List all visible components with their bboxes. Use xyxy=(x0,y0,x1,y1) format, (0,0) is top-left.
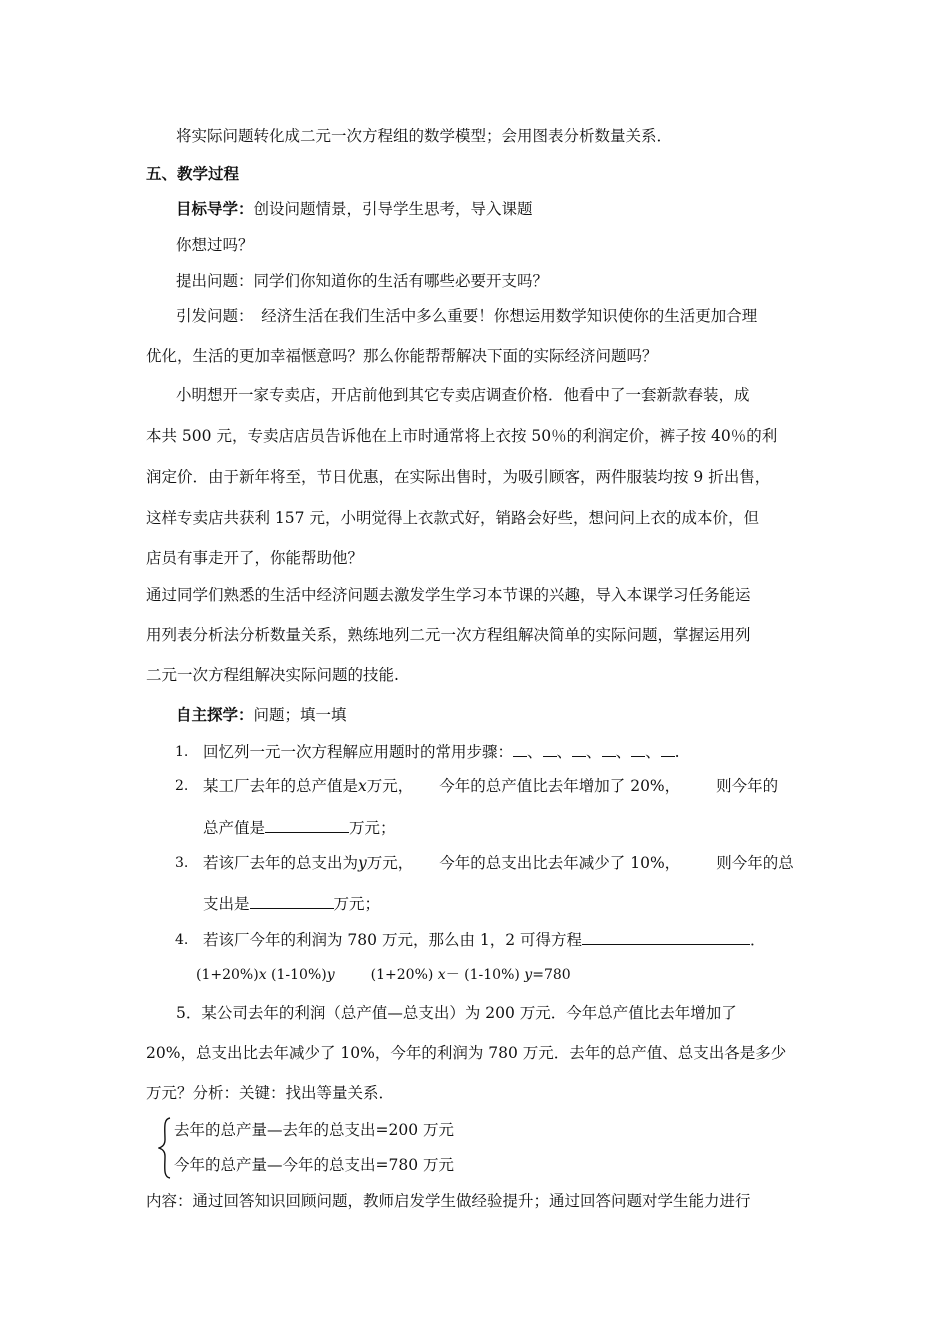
item-3-text-f: 万元； xyxy=(333,895,381,913)
separator: 、 xyxy=(586,743,602,761)
story-line-3: 润定价．由于新年将至，节日优惠，在实际出售时，为吸引顾客，两件服装均按 9 折出售， xyxy=(146,468,771,486)
answer-blank[interactable] xyxy=(602,742,616,757)
item-4-text: 若该厂今年的利润为 780 万元，那么由 1，2 可得方程 xyxy=(203,931,583,949)
item-3-text-c: 今年的总支出比去年减少了 10%， xyxy=(439,854,681,872)
item-4-number: 4. xyxy=(175,932,189,948)
problem-5-line-2: 20%，总支出比去年减少了 10%，今年的利润为 780 万元．去年的总产值、总支出各是多少 xyxy=(146,1044,787,1062)
section-heading: 五、教学过程 xyxy=(146,164,240,183)
self-study-line xyxy=(176,705,347,725)
item-4-line xyxy=(203,930,766,950)
answer-blank[interactable] xyxy=(582,930,750,945)
equation-2: 今年的总产量—今年的总支出=780 万元 xyxy=(174,1156,455,1174)
self-study-label: 自主探学： xyxy=(176,705,254,724)
answer-result: =780 xyxy=(532,967,571,983)
item-2-number: 2. xyxy=(175,778,189,794)
answer-factor: (1+20%) xyxy=(370,967,434,983)
intro-line: 将实际问题转化成二元一次方程组的数学模型；会用图表分析数量关系． xyxy=(176,127,673,145)
answer-blank[interactable] xyxy=(250,894,334,909)
item-3-number: 3. xyxy=(175,855,189,871)
item-2-line-1 xyxy=(203,776,778,796)
separator: 、 xyxy=(645,743,661,761)
item-3-line-2 xyxy=(203,894,380,914)
item-3-text-b: 万元， xyxy=(366,854,414,872)
separator: 、 xyxy=(556,743,573,761)
answer-blank[interactable] xyxy=(513,742,527,757)
purpose-line-1: 通过同学们熟悉的生活中经济问题去激发学生学习本节课的兴趣，导入本课学习任务能运 xyxy=(146,586,751,604)
goal-label: 目标导学： xyxy=(176,199,254,218)
variable-x: x xyxy=(258,967,267,983)
item-1-line xyxy=(203,742,680,762)
self-study-text: 问题；填一填 xyxy=(253,706,347,724)
question-raise: 提出问题：同学们你知道你的生活有哪些必要开支吗？ xyxy=(176,272,549,290)
item-2-text-d: 则今年的 xyxy=(716,777,779,795)
item-3-text-a: 若该厂去年的总支出为 xyxy=(203,854,359,872)
answer-blank[interactable] xyxy=(265,818,349,833)
item-4-answer-line xyxy=(196,965,571,985)
question-trigger-line-1: 引发问题： 经济生活在我们生活中多么重要！你想运用数学知识使你的生活更加合理 xyxy=(176,307,758,325)
left-brace-icon xyxy=(158,1116,172,1180)
answer-factor: (1-10%) xyxy=(271,967,327,983)
goal-text: 创设问题情景，引导学生思考，导入课题 xyxy=(253,200,533,218)
story-line-4: 这样专卖店共获利 157 元，小明觉得上衣款式好，销路会好些，想问问上衣的成本价，但 xyxy=(146,509,759,527)
separator: 、 xyxy=(527,743,543,761)
item-3-text-d: 则今年的总 xyxy=(716,854,794,872)
answer-factor: (1+20%) xyxy=(196,967,259,983)
variable-x: x xyxy=(358,777,367,795)
problem-5-line-3: 万元？分析：关键：找出等量关系． xyxy=(146,1084,395,1102)
item-2-text-b: 万元， xyxy=(366,777,414,795)
period: . xyxy=(674,743,680,761)
answer-blank[interactable] xyxy=(631,742,645,757)
content-line: 内容：通过回答知识回顾问题，教师启发学生做经验提升；通过回答问题对学生能力进行 xyxy=(146,1192,751,1210)
item-1-number: 1. xyxy=(175,744,189,760)
item-2-line-2 xyxy=(203,818,396,838)
purpose-line-2: 用列表分析法分析数量关系，熟练地列二元一次方程组解决简单的实际问题，掌握运用列 xyxy=(146,626,751,644)
purpose-line-3: 二元一次方程组解决实际问题的技能. xyxy=(146,666,399,684)
item-1-text: 回忆列一元一次方程解应用题时的常用步骤： xyxy=(203,743,514,761)
answer-blank[interactable] xyxy=(543,742,557,757)
question-trigger-line-2: 优化，生活的更加幸福惬意吗？那么你能帮帮解决下面的实际经济问题吗？ xyxy=(146,347,658,365)
item-2-text-c: 今年的总产值比去年增加了 20%， xyxy=(439,777,681,795)
story-line-2: 本共 500 元，专卖店店员告诉他在上市时通常将上衣按 50％的利润定价，裤子按 40％的利 xyxy=(146,427,778,445)
variable-y: y xyxy=(326,967,335,983)
item-2-text-f: 万元； xyxy=(349,819,396,837)
problem-5-line-1: 5．某公司去年的利润（总产值—总支出）为 200 万元．今年总产值比去年增加了 xyxy=(176,1004,737,1022)
variable-y: y xyxy=(358,854,367,872)
period: ． xyxy=(750,931,766,949)
item-3-line-1 xyxy=(203,853,794,873)
answer-factor: － (1-10%) xyxy=(445,967,520,983)
goal-line xyxy=(176,199,533,219)
item-3-text-e: 支出是 xyxy=(203,895,250,913)
variable-y: y xyxy=(524,967,533,983)
equation-1: 去年的总产量—去年的总支出=200 万元 xyxy=(174,1121,455,1139)
item-2-text-e: 总产值是 xyxy=(203,819,266,837)
story-line-1: 小明想开一家专卖店，开店前他到其它专卖店调查价格．他看中了一套新款春装，成 xyxy=(176,386,750,404)
question-thought: 你想过吗？ xyxy=(176,236,254,254)
separator: 、 xyxy=(615,743,632,761)
variable-x: x xyxy=(437,967,446,983)
item-2-text-a: 某工厂去年的总产值是 xyxy=(203,777,359,795)
answer-blank[interactable] xyxy=(572,742,586,757)
story-line-5: 店员有事走开了，你能帮助他？ xyxy=(146,549,364,567)
answer-blank[interactable] xyxy=(661,742,675,757)
